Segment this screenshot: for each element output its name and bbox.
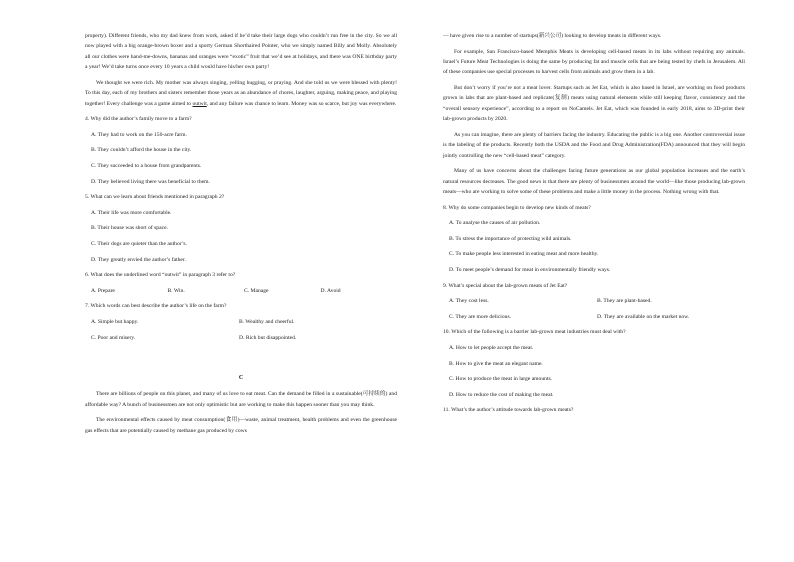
paragraph: For example, San Francisco-based Memphis Meats is developing cell-based meats in its labs without requiring any animals. Israel’s Future Meat Technologies is doing the same by producing fat and muscle cells that are being tested by chefs in Jerusalem. All of these companies use special processes to harvest cells from animals and grow them in a lab. — [443, 48, 745, 76]
paragraph: As you can imagine, there are plenty of barriers facing the industry. Educating the public is a big one. Another controversial issue is the labeling of the products. Recently both the USDA and the Food and Drug Administration(FDA) announced that they will begin jointly controlling the new “cell-based meat” category. — [443, 131, 745, 159]
option: D. They are available on the market now. — [597, 313, 690, 320]
option: A. Their life was more comfortable. — [91, 209, 172, 216]
options-row — [449, 296, 745, 306]
option: D. To meet people’s demand for meat in environmentally friendly ways. — [449, 267, 611, 273]
option: C. Their dogs are quieter than the author’s. — [91, 240, 187, 247]
option: D. They greatly envied the author’s father. — [91, 256, 186, 263]
options-row — [449, 312, 745, 322]
option: B. Win. — [167, 287, 185, 294]
paragraph — [85, 78, 397, 109]
text: We thought we were rich. My mother was always singing, yelling hugging, or praying. And she told us we were blessed with plenty! To this day, each of my brothers and sisters remember those years as an abundance of chores, laughter, arguing, making peace, and playing together! Every challenge was a game aimed to — [85, 79, 397, 107]
options-row — [91, 333, 397, 343]
question-4: 4. Why did the author’s family move to a farm? — [85, 116, 192, 123]
question-8: 8. Why do some companies begin to develop new kinds of meats? — [443, 204, 591, 211]
option: C. They are more delicious. — [449, 313, 512, 320]
option: B. How to give the meat an elegant name. — [449, 360, 543, 367]
option: D. Avoid — [320, 287, 341, 294]
option: C. To make people less interested in eating meat and more healthy. — [449, 251, 599, 258]
left-column — [85, 31, 397, 441]
option: D. Rich but disappointed. — [239, 334, 297, 341]
question-11: 11. What’s the author’s attitude towards lab-grown meats? — [443, 407, 574, 414]
question-7: 7. Which words can best describe the author’s life on the farm? — [85, 303, 227, 310]
option: A. Prepare — [91, 287, 115, 294]
question-5: 5. What can we learn about friends mentioned in paragraph 2? — [85, 194, 225, 201]
option: B. Wealthy and cheerful. — [239, 318, 295, 325]
right-column — [443, 31, 745, 421]
paragraph: The environmental effects caused by meat consumption(食用)—waste, animal treatment, health problems and even the greenhouse gas effects that are potentially caused by methane gas produced by cows — [85, 417, 397, 434]
option: A. Simple but happy. — [91, 318, 139, 325]
option: A. To analyse the causes of air pollution. — [449, 220, 541, 227]
option: B. They couldn’t afford the house in the city. — [91, 147, 192, 154]
question-10: 10. Which of the following is a barrier lab-grown meat industries must deal with? — [443, 329, 626, 336]
options-row — [91, 317, 397, 327]
option: C. Manage — [244, 287, 269, 294]
question-9: 9. What’s special about the lab-grown meats of Jet Eat? — [443, 282, 568, 289]
option: C. How to produce the meat in large amounts. — [449, 376, 553, 383]
option: C. Poor and misery. — [91, 334, 136, 341]
option: B. To stress the importance of protecting wild animals. — [449, 235, 572, 242]
option: B. They are plant-based. — [597, 298, 652, 305]
paragraph: There are billions of people on this planet, and many of us love to eat meat. Can the demand be filled in a sustainable(可持续的) and affordable way? A bunch of businessmen are not only optimistic but are working to make this happen sooner than you may think. — [85, 391, 397, 408]
option: D. They believed living there was beneficial to them. — [91, 178, 210, 185]
option: B. Their house was short of space. — [91, 225, 168, 232]
question-6: 6. What does the underlined word “outwit” in paragraph 3 refer to? — [85, 272, 236, 279]
option: A. How to let people accept the meat. — [449, 344, 534, 351]
paragraph: Many of us have concerns about the challenges facing future generations as our global population increases and the earth’s natural resources decreases. The good news is that there are plenty of businessmen around the world—like those producing lab-grown meats—who are working to solve some of these problems and make a little money in the process. Nothing wrong with that. — [443, 168, 745, 196]
option: C. They succeeded to a house from grandparents. — [91, 163, 202, 169]
paragraph: property). Different friends, who my dad knew from work, asked if he’d take their large dogs who couldn’t run free in the city. So we all now played with a big orange-brown boxer and a sporty German Shorthaired Pointer, who we simply named Billy and Molly. Absolutely all our clothes were hand-me-downs, bananas and oranges were “exotic” fruit that we’d see at holidays, and there was ONE birthday party a year! We’d take turns once every 10 years a child would have his/her own party! — [85, 33, 397, 71]
options-row — [91, 286, 397, 296]
option: A. They had to work on the 150-acre farm. — [91, 131, 187, 138]
option: D. How to reduce the cost of making the meat. — [449, 391, 554, 398]
text: , and any failure was chance to learn. Money was so scarce, but joy was everywhere. — [206, 100, 397, 107]
section-heading: C — [238, 374, 244, 381]
paragraph: But don’t worry if you’re not a meat lover. Startups such as Jet Eat, which is also based in Israel, are working on food products grown in labs that are plant-based and replicate(复制) meats using natural elements while still keeping flavor, consistency and the “overall sensory experience”, according to a report on NoCamels. Jet Eat, which was founded in early 2018, aims to 3D-print their lab-grown products by 2020. — [443, 85, 745, 123]
underlined-word: outwit — [192, 100, 207, 107]
option: A. They cost less. — [449, 298, 489, 305]
paragraph: — have given rise to a number of startups(新兴公司) looking to develop meats in different ways. — [443, 33, 662, 39]
